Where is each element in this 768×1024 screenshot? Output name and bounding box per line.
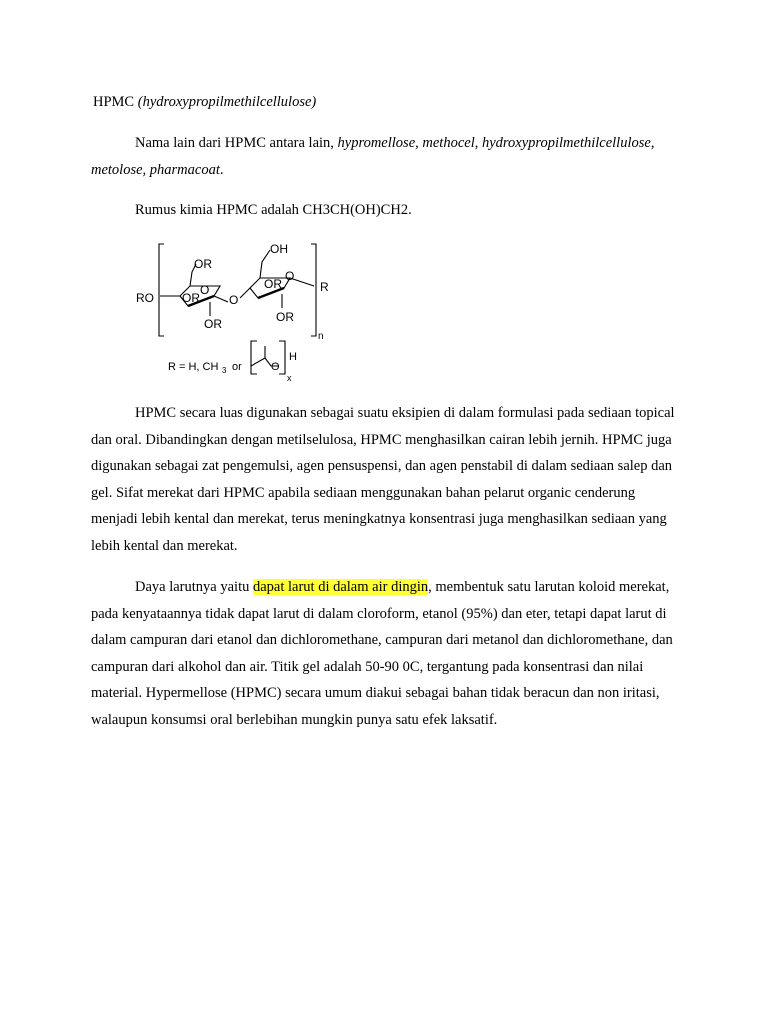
label-o-ring2: O [285,269,295,283]
paragraph-formula: Rumus kimia HPMC adalah CH3CH(OH)CH2. [135,202,412,218]
paragraph-solubility [91,574,681,734]
label-x: x [287,373,292,383]
label-or-ring2: OR [264,277,282,291]
label-or-bottom1: OR [204,317,222,331]
label-sub-3: 3 [222,366,227,375]
names-lead: Nama lain dari HPMC antara lain, [135,135,334,151]
label-o-bridge: O [229,293,239,307]
left-bracket [159,244,164,336]
highlighted-text: dapat larut di dalam air dingin [252,579,429,595]
label-oh-top: OH [270,242,288,256]
paragraph-usage: HPMC secara luas digunakan sebagai suatu eksipien di dalam formulasi pada sediaan topical dan oral. Dibandingkan dengan metilselulosa, HPMC menghasilkan cairan lebih jernih. HPMC juga digunakan sebagai zat pengemulsi, agen pensuspensi, dan agen penstabil di dalam sediaan salep dan gel. Sifat merekat dari HPMC apabila sediaan menggunakan bahan pelarut organic cenderung menjadi lebih kental dan merekat, terus meningkatnya konsentrasi juga menghasilkan sediaan yang lebih kental dan merekat. [91,405,675,554]
title-italic: (hydroxypropilmethilcellulose) [137,94,317,110]
names-end: . [219,161,224,178]
label-or-word: or [232,361,242,373]
ring1-to-o-bond [214,296,228,302]
label-n: n [318,331,324,342]
label-or-top: OR [194,257,212,271]
hpmc-structure-figure [130,236,345,386]
ring2-ch2 [260,250,270,278]
label-r-right: R [320,280,329,294]
chemical-structure-diagram [130,236,345,386]
solubility-lead: Daya larutnya yaitu [135,579,250,595]
document-title [93,92,316,112]
label-or-ring1: OR [182,291,200,305]
paragraph-other-names [91,130,681,183]
o-to-ring2-bond [240,288,250,298]
label-r-definition: R = H, CH [168,361,219,373]
unit-left-bracket [251,341,257,374]
label-or-bottom2: OR [276,310,294,324]
unit-right-bracket [279,341,285,374]
names-italic: hypromellose, methocel, hydroxypropilmethilcellulose, metolose, pharmacoat [91,135,655,178]
label-o-unit: O [271,361,280,373]
right-bracket [311,244,316,336]
solubility-rest: , membentuk satu larutan koloid merekat, pada kenyataannya tidak dapat larut di dalam cloroform, etanol (95%) dan eter, tetapi dapat larut di dalam campuran dari etanol dan dichloromethane, campuran dari metanol dan dichloromethane, dan campuran dari alkohol dan air. Titik gel adalah 50-90 0C, tergantung pada konsentrasi dan nilai material. Hypermellose (HPMC) secara umum diakui sebagai bahan tidak beracun dan non iritasi, walaupun konsumsi oral berlebihan mungkin punya satu efek laksatif. [91,579,673,728]
title-label: HPMC [93,94,135,110]
label-h-unit: H [289,351,297,363]
label-ro: RO [136,291,154,305]
label-o-ring1: O [200,283,210,297]
